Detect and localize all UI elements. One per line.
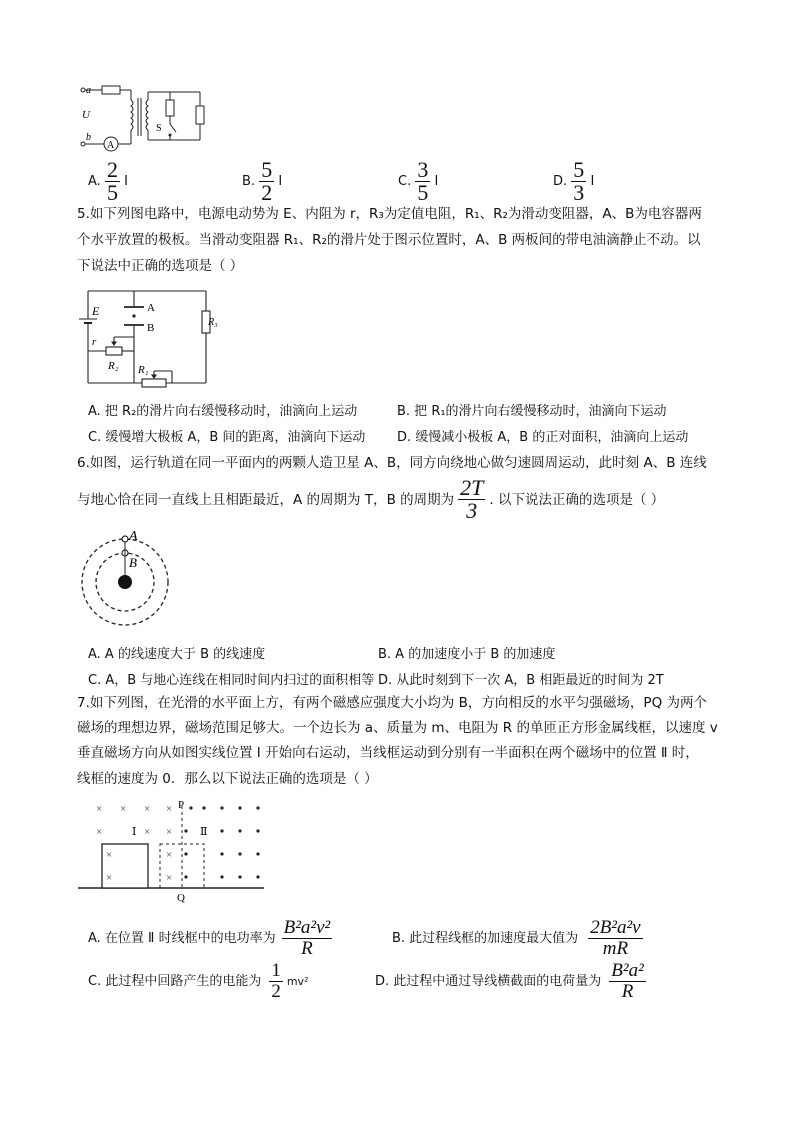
svg-text:×: × xyxy=(144,803,151,815)
q7-label-P: P xyxy=(178,799,185,811)
q4-label-switch: S xyxy=(156,123,162,134)
q6-option-b[interactable]: B. A 的加速度小于 B 的加速度 xyxy=(378,647,556,662)
q6-option-c[interactable]: C. A，B 与地心连线在相同时间内扫过的面积相等 xyxy=(88,673,375,688)
q7-label-Q: Q xyxy=(177,892,185,904)
svg-text:×: × xyxy=(144,826,151,838)
q4-circuit-figure xyxy=(76,80,208,154)
svg-text:×: × xyxy=(166,872,173,884)
q6-label-A: A xyxy=(129,529,138,544)
q6-earth xyxy=(118,575,132,589)
q5-label-B: B xyxy=(147,322,155,334)
q5-label-A: A xyxy=(147,302,155,314)
q6-option-a[interactable]: A. A 的线速度大于 B 的线速度 xyxy=(88,647,266,662)
q5-option-b[interactable]: B. 把 R₁的滑片向右缓慢移动时，油滴向下运动 xyxy=(397,404,667,419)
q7-stem-line-3: 垂直磁场方向从如图实线位置 Ⅰ 开始向右运动，当线框运动到分别有一半面积在两个磁场中的位置 Ⅱ 时， xyxy=(77,745,699,761)
q5-option-a[interactable]: A. 把 R₂的滑片向右缓慢移动时，油滴向上运动 xyxy=(88,404,358,419)
q6-orbit-figure xyxy=(78,526,174,626)
q7-option-a[interactable]: A. 在位置 Ⅱ 时线框中的电功率为 $\frac{\text{B²a²v²}}{R}$ xyxy=(88,917,331,959)
q5-option-d[interactable]: D. 缓慢减小极板 A，B 的正对面积，油滴向上运动 xyxy=(397,430,689,445)
q5-label-R3: R₃ xyxy=(208,317,218,328)
svg-text:×: × xyxy=(96,826,103,838)
q4-label-a: a xyxy=(86,85,91,96)
q5-circuit-figure xyxy=(72,285,218,389)
q5-label-r: r xyxy=(92,336,97,348)
q4-option-a-fraction: $\frac{2}{5}$ xyxy=(106,157,118,205)
q7-option-d-formula: $\frac{\text{B²a²}}{R}$ xyxy=(611,960,644,1002)
svg-text:×: × xyxy=(120,803,127,815)
q4-label-b: b xyxy=(86,132,91,143)
q4-option-b[interactable]: B. $\frac{5}{2}$ I xyxy=(242,157,283,205)
q7-option-b[interactable]: B. 此过程线框的加速度最大值为 $\frac{\text{2B²a²v}}{mR}$ xyxy=(392,917,641,959)
q5-label-E: E xyxy=(92,304,100,318)
svg-text:×: × xyxy=(166,826,173,838)
svg-text:×: × xyxy=(96,803,103,815)
q7-option-b-formula: $\frac{\text{2B²a²v}}{mR}$ xyxy=(590,917,641,959)
q7-label-pos2: Ⅱ xyxy=(200,826,208,838)
q4-option-a[interactable]: A. $\frac{2}{5}$ I xyxy=(88,157,128,205)
q6-label-B: B xyxy=(129,555,137,570)
svg-text:×: × xyxy=(166,803,173,815)
q7-option-c-formula: $\frac{1}{2}$ xyxy=(271,960,281,1002)
q5-stem-line-1: 5.如下列图电路中，电源电动势为 E、内阻为 r，R₃为定值电阻，R₁、R₂为滑动变阻器，A、B为电容器两 xyxy=(77,206,702,222)
q7-label-pos1: Ⅰ xyxy=(132,826,137,838)
q7-magnetic-field-figure xyxy=(76,796,266,906)
q6-stem-line-2: 与地心恰在同一直线上且相距最近，A 的周期为 T，B 的周期为 $\frac{2T}{3}$ . 以下说法正确的选项是（ ） xyxy=(77,475,665,523)
q5-label-R1: R₁ xyxy=(138,364,149,376)
svg-text:×: × xyxy=(106,872,113,884)
svg-text:×: × xyxy=(106,849,113,861)
q4-option-c[interactable]: C. $\frac{3}{5}$ I xyxy=(398,157,439,205)
q7-option-c[interactable]: C. 此过程中回路产生的电能为 $\frac{1}{2}$ mv² xyxy=(88,960,309,1002)
q6-option-d[interactable]: D. 从此时刻到下一次 A，B 相距最近的时间为 2T xyxy=(378,673,664,688)
q5-stem-line-2: 个水平放置的极板。当滑动变阻器 R₁、R₂的滑片处于图示位置时，A、B 两板间的带电油滴静止不动。以 xyxy=(77,232,701,248)
q4-label-U: U xyxy=(82,109,90,121)
q5-stem-line-3: 下说法中正确的选项是（ ） xyxy=(77,258,244,274)
svg-text:×: × xyxy=(166,849,173,861)
q5-label-R2: R₂ xyxy=(108,360,119,372)
q7-stem-line-1: 7.如下列图，在光滑的水平面上方，有两个磁感应强度大小均为 B，方向相反的水平匀强磁场，PQ 为两个 xyxy=(77,695,707,711)
q5-option-c[interactable]: C. 缓慢增大极板 A，B 间的距离，油滴向下运动 xyxy=(88,430,366,445)
q7-stem-line-2: 磁场的理想边界，磁场范围足够大。一个边长为 a、质量为 m、电阻为 R 的单匝正方形金属线框，以速度 v xyxy=(77,720,718,736)
q7-option-d[interactable]: D. 此过程中通过导线横截面的电荷量为 $\frac{\text{B²a²}}{R}$ xyxy=(375,960,644,1002)
q7-option-a-formula: $\frac{\text{B²a²v²}}{R}$ xyxy=(283,917,331,959)
q6-satellite-A xyxy=(122,536,128,542)
q4-option-d[interactable]: D. $\frac{5}{3}$ I xyxy=(553,157,595,205)
q4-label-ammeter: A xyxy=(107,140,115,151)
q6-stem-line-1: 6.如图，运行轨道在同一平面内的两颗人造卫星 A、B，同方向绕地心做匀速圆周运动，此时刻 A、B 连线 xyxy=(77,455,707,471)
q7-stem-line-4: 线框的速度为 0．那么以下说法正确的选项是（ ） xyxy=(77,771,378,787)
q6-period-fraction: $\frac{2T}{3}$ xyxy=(460,475,484,523)
